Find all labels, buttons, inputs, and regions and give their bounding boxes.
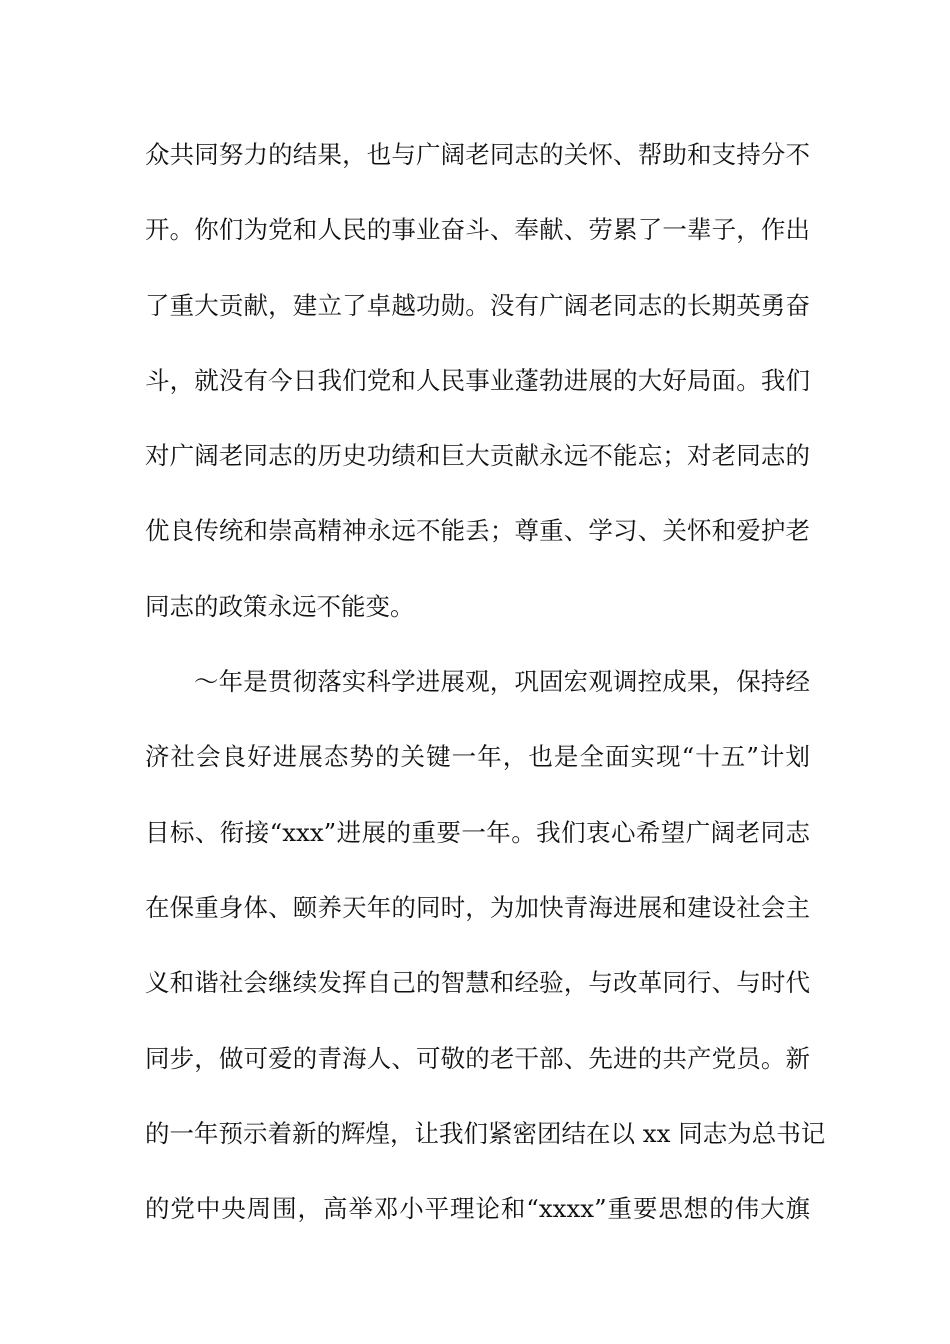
text-line: 的一年预示着新的辉煌，让我们紧密团结在以 xx 同志为总书记	[145, 1118, 826, 1148]
text-line: ～年是贯彻落实科学进展观，巩固宏观调控成果，保持经	[194, 667, 810, 697]
text-line: 同志的政策永远不能变。	[145, 591, 415, 621]
text-line: 优良传统和崇高精神永远不能丢；尊重、学习、关怀和爱护老	[145, 516, 810, 546]
text-line: 对广阔老同志的历史功绩和巨大贡献永远不能忘；对老同志的	[145, 441, 810, 471]
text-line: 济社会良好进展态势的关键一年，也是全面实现“十五”计划	[145, 742, 810, 772]
text-line: 义和谐社会继续发挥自己的智慧和经验，与改革同行、与时代	[145, 968, 810, 998]
text-line: 众共同努力的结果，也与广阔老同志的关怀、帮助和支持分不	[145, 140, 810, 169]
text-line: 的党中央周围，高举邓小平理论和“xxxx”重要思想的伟大旗	[145, 1194, 810, 1224]
text-line: 开。你们为党和人民的事业奋斗、奉献、劳累了一辈子，作出	[145, 215, 810, 245]
body-text	[145, 127, 826, 1256]
text-line: 同步，做可爱的青海人、可敬的老干部、先进的共产党员。新	[145, 1043, 810, 1073]
text-line: 了重大贡献，建立了卓越功勋。没有广阔老同志的长期英勇奋	[145, 290, 810, 320]
text-line: 目标、衔接“xxx”进展的重要一年。我们衷心希望广阔老同志	[145, 817, 810, 847]
text-line: 在保重身体、颐养天年的同时，为加快青海进展和建设社会主	[145, 892, 810, 922]
text-line: 斗，就没有今日我们党和人民事业蓬勃进展的大好局面。我们	[145, 365, 810, 395]
